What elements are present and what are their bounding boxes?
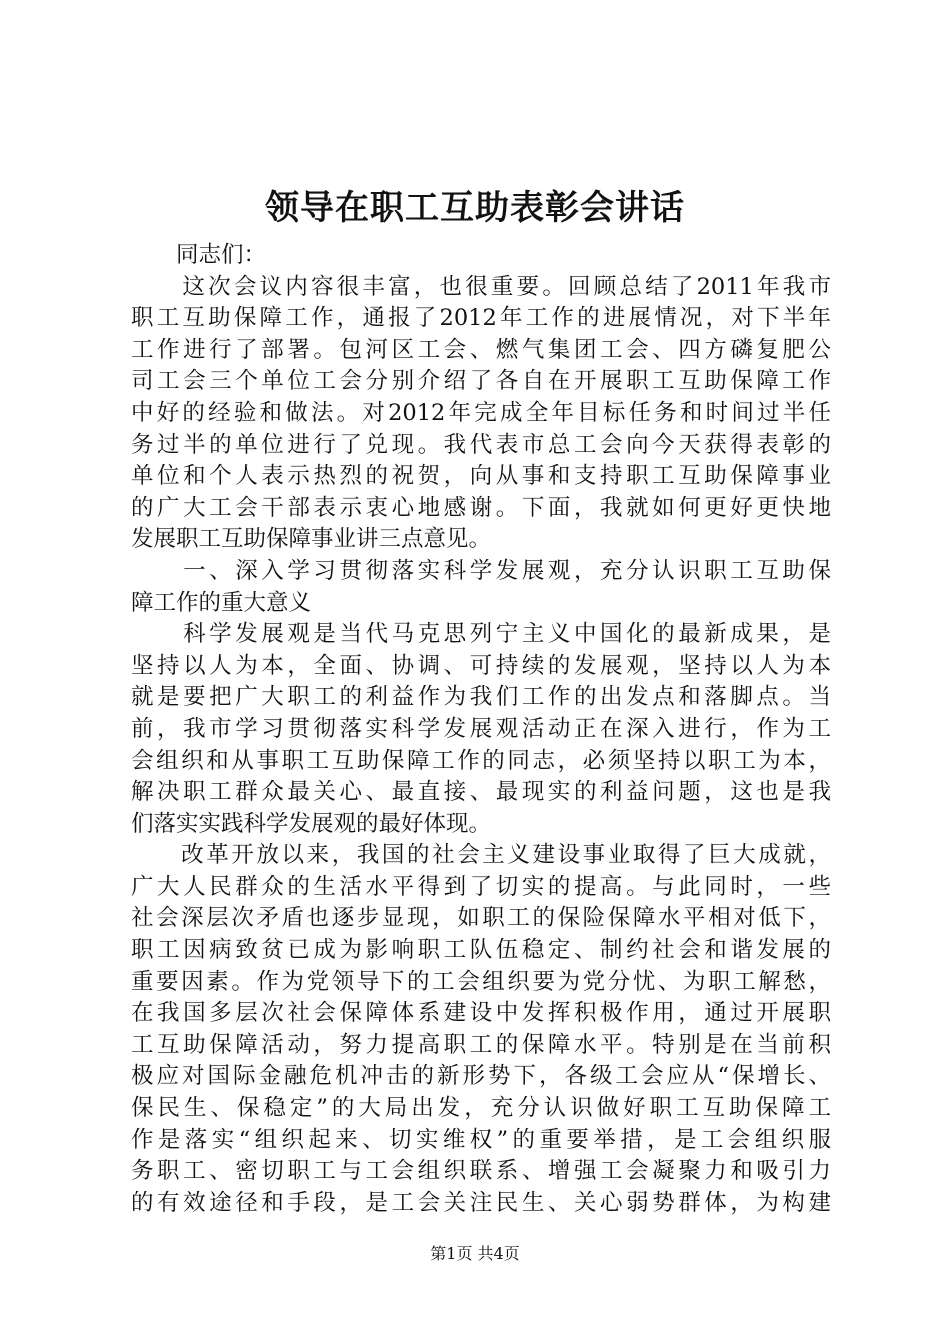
text-line: 保民生、保稳定”的大局出发，充分认识做好职工互助保障工	[131, 1095, 831, 1122]
text-line: 就是要把广大职工的利益作为我们工作的出发点和落脚点。当	[131, 684, 831, 711]
text-line: 们落实实践科学发展观的最好体现。	[131, 810, 492, 837]
text-line: 作是落实“组织起来、切实维权”的重要举措，是工会组织服	[131, 1126, 831, 1153]
text-line: 务过半的单位进行了兑现。我代表市总工会向今天获得表彰的	[131, 431, 831, 458]
text-line: 会组织和从事职工互助保障工作的同志，必须坚持以职工为本，	[131, 747, 831, 774]
text-line: 工作进行了部署。包河区工会、燃气集团工会、四方磷复肥公	[131, 336, 831, 363]
text-line: 的广大工会干部表示衷心地感谢。下面，我就如何更好更快地	[131, 494, 831, 521]
text-line: 社会深层次矛盾也逐步显现，如职工的保险保障水平相对低下，	[131, 905, 831, 932]
text-line: 同志们：	[131, 242, 267, 268]
text-line: 障工作的重大意义	[131, 589, 312, 616]
text-line: 单位和个人表示热烈的祝贺，向从事和支持职工互助保障事业	[131, 463, 831, 490]
text-line: 解决职工群众最关心、最直接、最现实的利益问题，这也是我	[131, 779, 831, 806]
text-line: 广大人民群众的生活水平得到了切实的提高。与此同时，一些	[131, 873, 831, 900]
document-body	[131, 240, 831, 1219]
text-line: 坚持以人为本，全面、协调、可持续的发展观，坚持以人为本	[131, 652, 831, 679]
text-line: 司工会三个单位工会分别介绍了各自在开展职工互助保障工作	[131, 368, 831, 395]
text-line: 职工互助保障工作，通报了2012年工作的进展情况，对下半年	[131, 305, 831, 332]
page-footer: 第1页 共4页	[430, 1244, 520, 1263]
text-line: 工互助保障活动，努力提高职工的保障水平。特别是在当前积	[131, 1031, 831, 1058]
text-line: 的有效途径和手段，是工会关注民生、关心弱势群体，为构建	[131, 1189, 831, 1216]
text-line: 职工因病致贫已成为影响职工队伍稳定、制约社会和谐发展的	[131, 937, 831, 964]
text-line: 务职工、密切职工与工会组织联系、增强工会凝聚力和吸引力	[131, 1158, 831, 1185]
text-line: 中好的经验和做法。对2012年完成全年目标任务和时间过半任	[131, 399, 831, 426]
text-line: 在我国多层次社会保障体系建设中发挥积极作用，通过开展职	[131, 1000, 831, 1027]
document-title: 领导在职工互助表彰会讲话	[265, 188, 685, 228]
text-line: 一、深入学习贯彻落实科学发展观，充分认识职工互助保	[131, 557, 831, 584]
text-line: 科学发展观是当代马克思列宁主义中国化的最新成果，是	[131, 621, 831, 648]
text-line: 发展职工互助保障事业讲三点意见。	[131, 526, 492, 553]
text-line: 这次会议内容很丰富，也很重要。回顾总结了2011年我市	[131, 273, 831, 300]
text-line: 前，我市学习贯彻落实科学发展观活动正在深入进行，作为工	[131, 715, 831, 742]
text-line: 改革开放以来，我国的社会主义建设事业取得了巨大成就，	[131, 842, 831, 869]
text-line: 重要因素。作为党领导下的工会组织要为党分忧、为职工解愁，	[131, 968, 831, 995]
text-line: 极应对国际金融危机冲击的新形势下，各级工会应从“保增长、	[131, 1063, 831, 1090]
